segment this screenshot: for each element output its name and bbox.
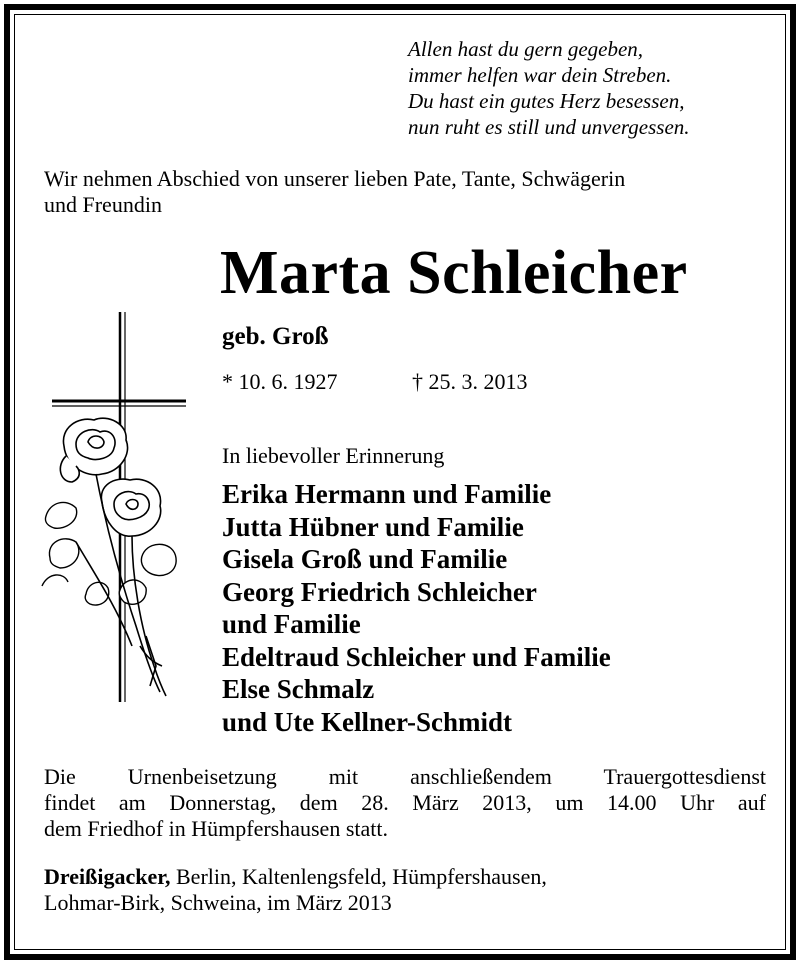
mourner: Erika Hermann und Familie xyxy=(222,479,552,509)
funeral-line: Die Urnenbeisetzung mit anschließendem Trauergottesdienst xyxy=(44,764,766,789)
intro-line: und Freundin xyxy=(44,192,162,217)
memory-label: In liebevoller Erinnerung xyxy=(222,443,445,468)
mourner: Else Schmalz xyxy=(222,674,375,704)
intro-line: Wir nehmen Abschied von unserer lieben Pate, Tante, Schwägerin xyxy=(44,166,626,191)
funeral-notice xyxy=(44,764,766,842)
intro-text xyxy=(44,166,764,218)
life-dates xyxy=(222,368,528,396)
places-line xyxy=(44,864,764,916)
poem-line: nun ruht es still und unvergessen. xyxy=(408,115,690,139)
poem-line: Du hast ein gutes Herz besessen, xyxy=(408,89,685,113)
maiden-name: geb. Groß xyxy=(222,323,329,350)
mourner: Edeltraud Schleicher und Familie xyxy=(222,641,611,672)
places-bold: Dreißigacker, xyxy=(44,864,171,889)
birth-date: * 10. 6. 1927 xyxy=(222,369,338,394)
poem-line: Allen hast du gern gegeben, xyxy=(408,37,644,61)
funeral-line: dem Friedhof in Hümpfershausen statt. xyxy=(44,816,388,841)
deceased-name: Marta Schleicher xyxy=(220,239,688,307)
places-rest: Berlin, Kaltenlengsfeld, Hümpfershausen, xyxy=(170,864,547,889)
mourner: Jutta Hübner und Familie xyxy=(222,511,524,542)
poem-line: immer helfen war dein Streben. xyxy=(408,63,672,87)
poem xyxy=(408,36,768,140)
funeral-line: findet am Donnerstag, dem 28. März 2013, um 14.00 Uhr auf xyxy=(44,790,766,815)
mourner: Gisela Groß und Familie xyxy=(222,544,508,574)
mourner: und Ute Kellner-Schmidt xyxy=(222,706,512,737)
places-line2: Lohmar-Birk, Schweina, im März 2013 xyxy=(44,890,392,915)
mourner: Georg Friedrich Schleicher xyxy=(222,576,537,607)
cross-with-roses-icon xyxy=(36,306,186,706)
mourner: und Familie xyxy=(222,609,361,639)
mourners-list xyxy=(222,478,611,738)
death-date: † 25. 3. 2013 xyxy=(412,369,528,394)
